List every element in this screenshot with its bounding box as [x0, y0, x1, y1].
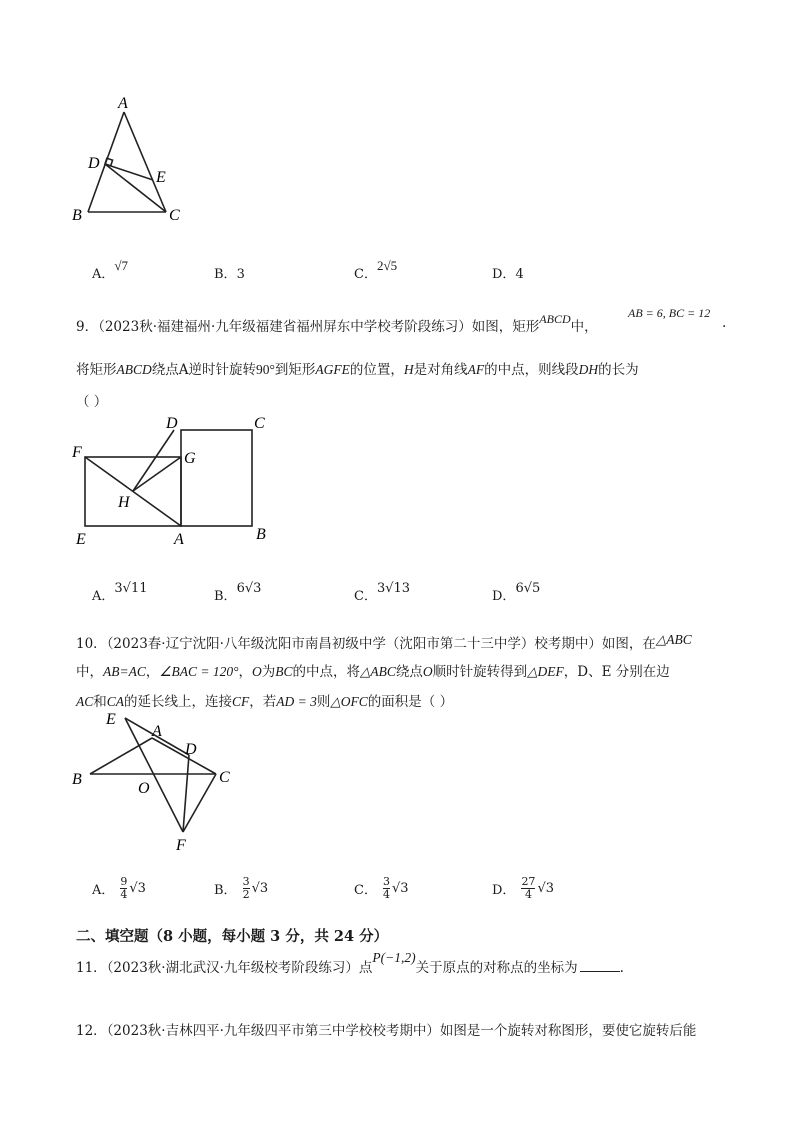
- q8-label-c: C: [169, 207, 180, 224]
- q8-option-d[interactable]: D．4: [492, 267, 524, 282]
- q10-option-a[interactable]: A． $\frac{9}{4}$ √3: [92, 875, 146, 901]
- q10-label-b: B: [72, 771, 82, 788]
- q8-label-a: A: [118, 95, 128, 112]
- q8-option-a[interactable]: A．√7: [92, 258, 129, 282]
- q9-line2: 将矩形ABCD绕点A逆时针旋转90°到矩形AGFE的位置，H是对角线AF的中点，则线段DH的长为: [76, 362, 639, 378]
- q11-answer-blank[interactable]: [580, 971, 620, 972]
- q9-given: AB = 6, BC = 12: [628, 306, 711, 320]
- q10-option-b[interactable]: B． $\frac{3}{2}$ √3: [214, 875, 269, 901]
- section-fill-in-heading: 二、填空题（8 小题，每小题 3 分，共 24 分）: [76, 928, 389, 945]
- q10-option-d-fraction: $\frac{27}{4}$: [521, 875, 536, 901]
- q9-line1: 9．（2023秋·福建福州·九年级福建省福州屏东中学校考阶段练习）如图，矩形ABCD中，: [76, 312, 598, 335]
- q9-period: .: [722, 315, 727, 331]
- q9-label-e: E: [76, 531, 86, 548]
- q8-option-c[interactable]: C．2√5: [354, 258, 398, 282]
- q9-label-h: H: [118, 494, 130, 511]
- q10-option-a-fraction: $\frac{9}{4}$: [120, 875, 128, 901]
- q10-line1: 10．（2023春·辽宁沈阳·八年级沈阳市南昌初级中学（沈阳市第二十三中学）校考期中）如图，在△ABC: [76, 632, 692, 652]
- q10-label-a: A: [152, 723, 162, 740]
- q10-figure: [70, 710, 250, 855]
- q9-label-f: F: [72, 444, 82, 461]
- q9-options: [92, 581, 652, 605]
- q10-option-c[interactable]: C． $\frac{3}{4}$ √3: [354, 875, 409, 901]
- q10-label-c: C: [219, 769, 230, 786]
- q9-label-c: C: [254, 415, 265, 432]
- q10-label-d: D: [185, 741, 197, 758]
- q9-figure: [70, 412, 280, 552]
- q9-option-b[interactable]: B．6√3: [214, 581, 262, 604]
- q8-label-d: D: [88, 155, 100, 172]
- q10-options: [92, 876, 652, 910]
- q8-options: [92, 258, 652, 283]
- q9-option-c[interactable]: C．3√13: [354, 581, 411, 604]
- q12-line: 12．（2023秋·吉林四平·九年级四平市第三中学校校考期中）如图是一个旋转对称图形，要使它旋转后能: [76, 1023, 697, 1039]
- q8-option-b[interactable]: B．3: [214, 267, 245, 282]
- q10-line3: AC和CA的延长线上，连接CF，若AD = 3则△OFC的面积是（ ）: [76, 694, 454, 710]
- q9-option-d[interactable]: D．6√5: [492, 581, 541, 604]
- q9-label-g: G: [184, 450, 196, 467]
- q10-option-d[interactable]: D． $\frac{27}{4}$ √3: [492, 875, 554, 901]
- q9-label-a: A: [174, 531, 184, 548]
- q9-option-a[interactable]: A．3√11: [92, 581, 148, 604]
- q9-answer-paren: （ ）: [76, 394, 108, 410]
- q8-label-b: B: [72, 207, 82, 224]
- q10-option-c-fraction: $\frac{3}{4}$: [382, 875, 390, 901]
- q10-label-e: E: [106, 711, 116, 728]
- q10-label-f: F: [176, 837, 186, 854]
- q9-label-b: B: [256, 526, 266, 543]
- q10-line2: 中，AB=AC，∠BAC = 120°，O为BC的中点，将△ABC绕点O顺时针旋转得到△DEF，D、E 分别在边: [76, 664, 670, 680]
- q10-option-b-fraction: $\frac{3}{2}$: [242, 875, 250, 901]
- q10-label-o: O: [138, 780, 150, 797]
- q8-label-e: E: [156, 169, 166, 186]
- q8-figure: [70, 92, 200, 227]
- q11-line: 11．（2023秋·湖北武汉·九年级校考阶段练习）点P(−1,2)关于原点的对称点的坐标为 .: [76, 950, 624, 976]
- q9-label-d: D: [166, 415, 178, 432]
